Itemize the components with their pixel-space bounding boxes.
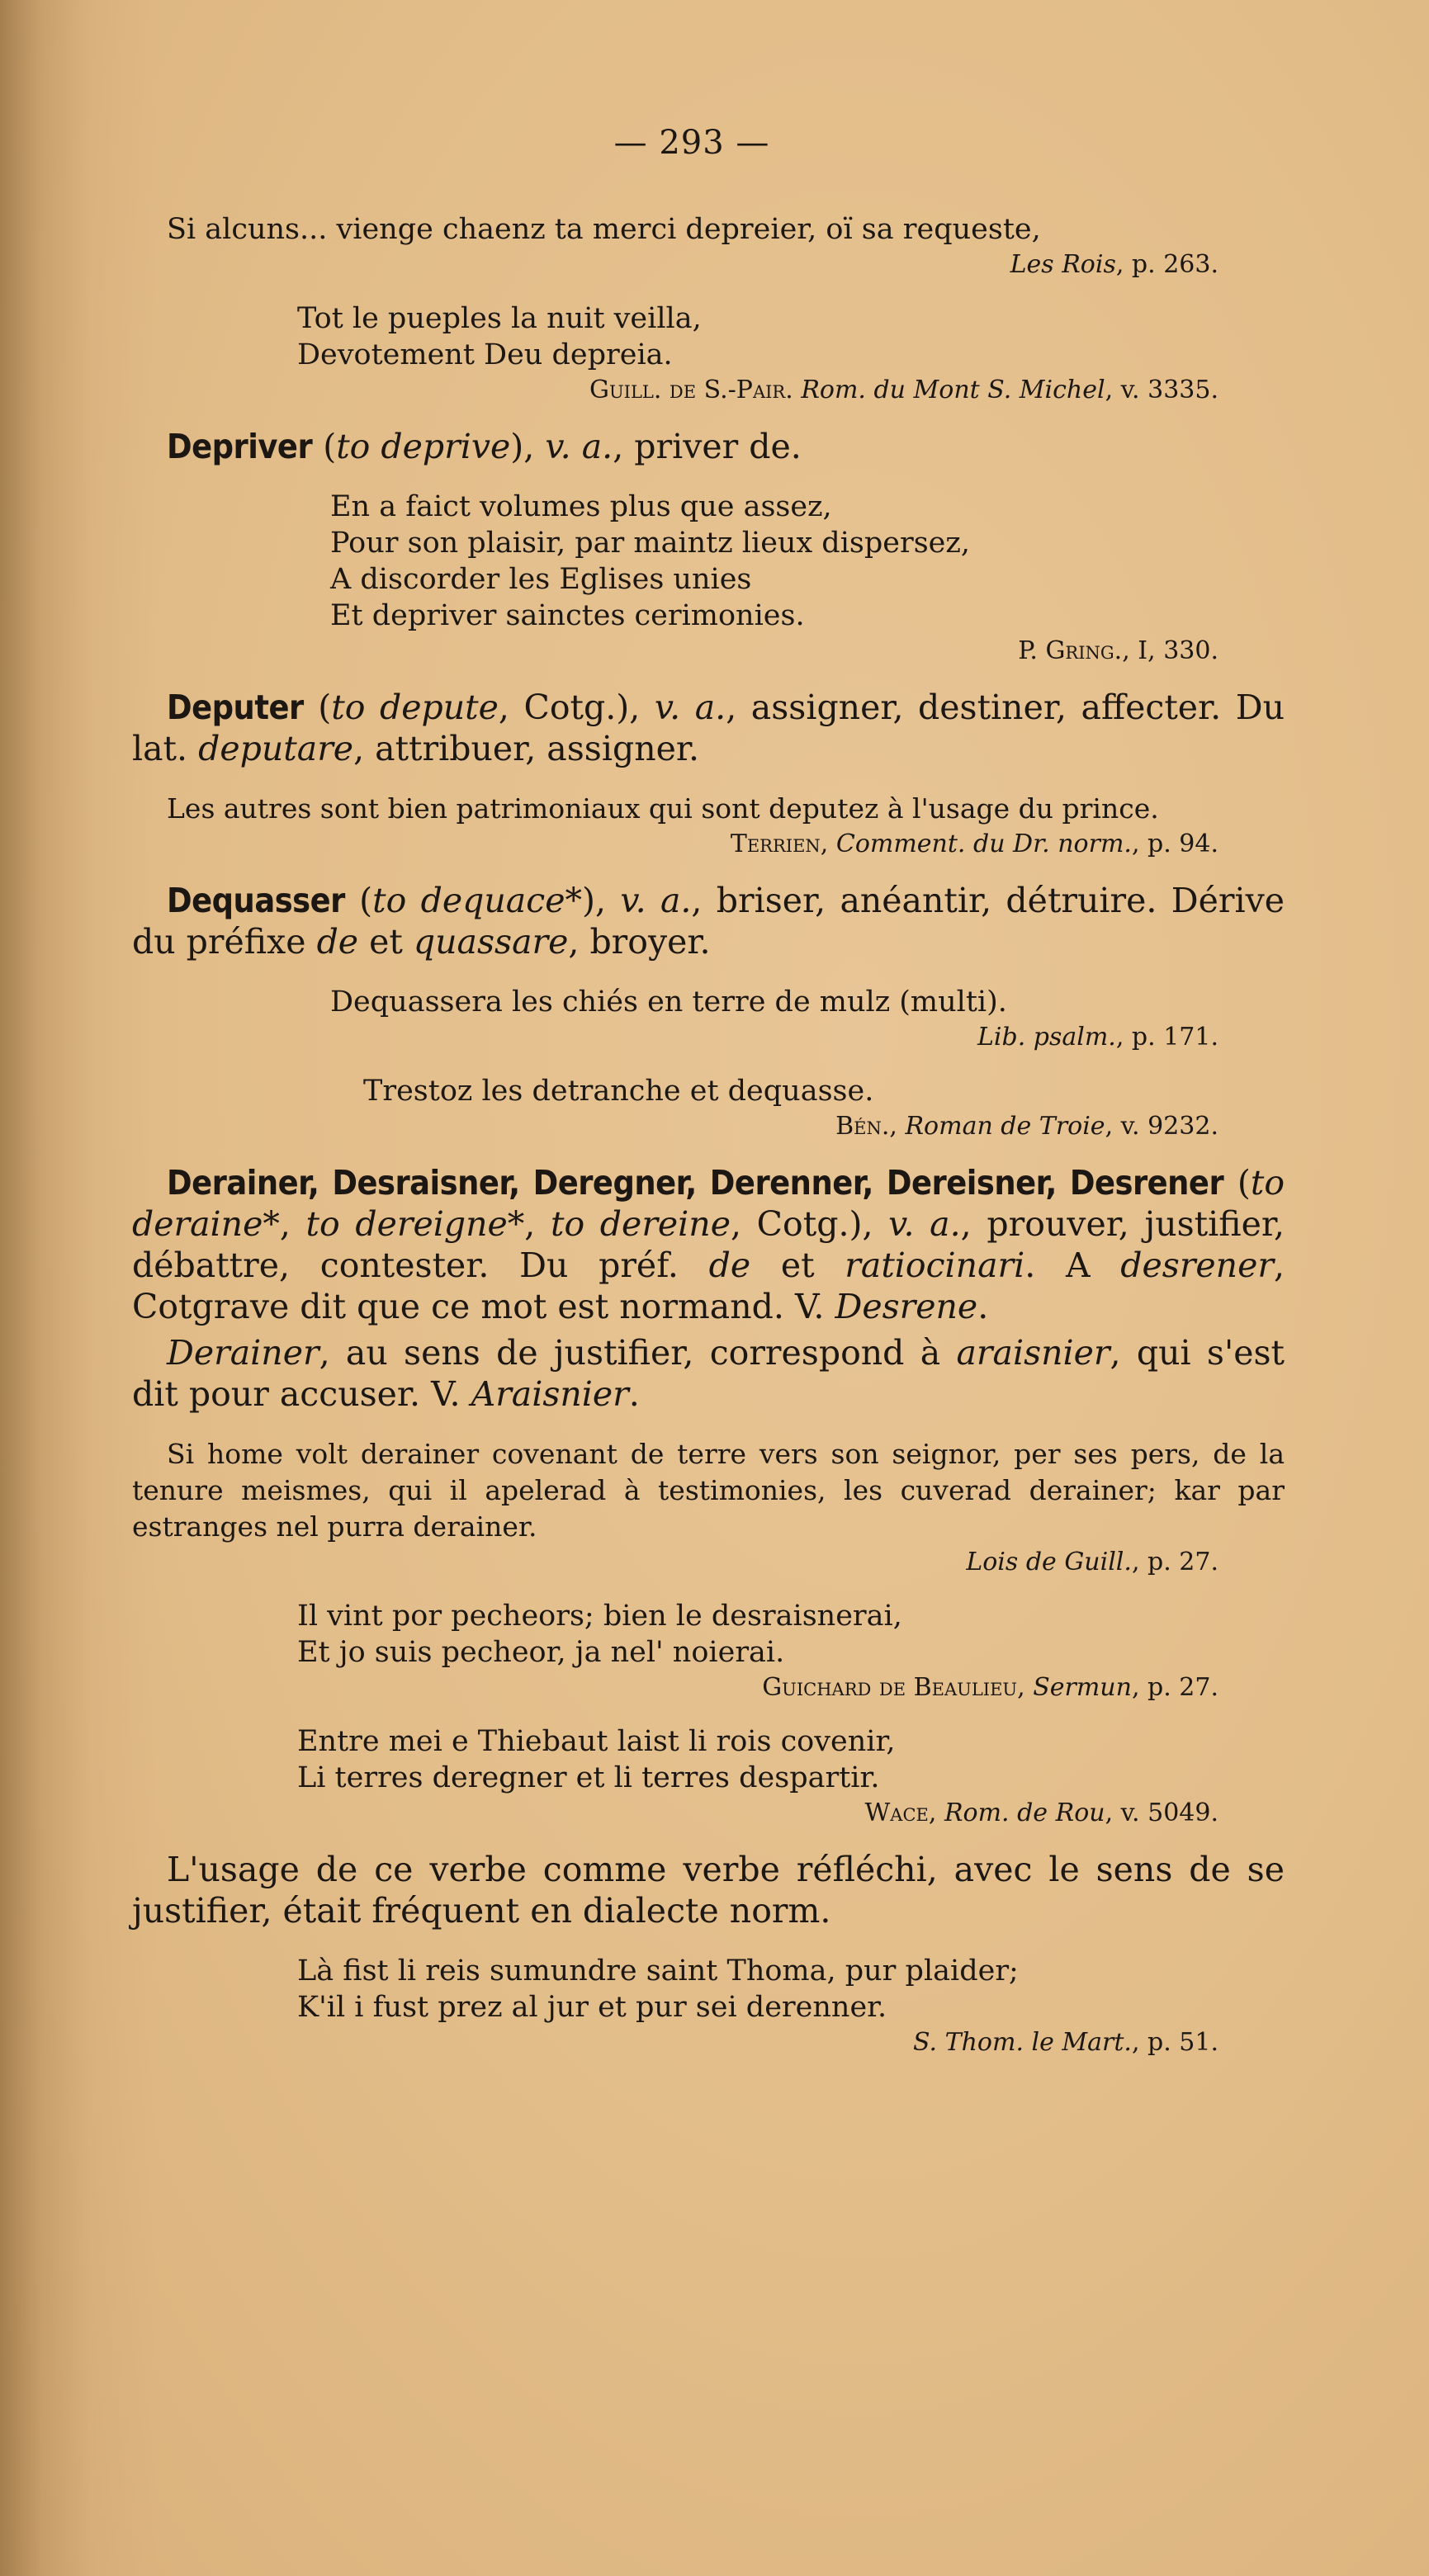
definition: , prouver, justifier, débattre, contester. Du préf. — [132, 1204, 1285, 1285]
part-of-speech: v. a. — [620, 881, 692, 920]
citation-author: Terrien — [730, 830, 821, 858]
punct: ( — [303, 688, 332, 727]
citation-author: P. Gring. — [1018, 636, 1123, 665]
citation-title: Les Rois — [1010, 250, 1116, 279]
headword: Deputer — [167, 688, 304, 727]
punct: , — [889, 1112, 906, 1141]
verse-line: Pour son plaisir, par maintz lieux dispersez, — [330, 527, 970, 560]
citation — [132, 634, 1285, 669]
english-gloss: to dequace* — [372, 881, 582, 920]
verse-line: Et jo suis pecheor, ja nel' noierai. — [297, 1636, 785, 1669]
verse-block — [132, 1598, 1285, 1705]
citation-title: S. Thom. le Mart. — [913, 2028, 1132, 2057]
citation-author: Guill. de S.-Pair. — [589, 376, 793, 404]
punct: , — [820, 830, 836, 858]
citation-location: , v. 9232. — [1105, 1112, 1218, 1141]
definition: et — [358, 922, 414, 962]
citation — [132, 1671, 1285, 1705]
definition: . A — [1024, 1245, 1121, 1285]
etymon: quassare — [413, 922, 569, 962]
english-gloss: to deprive — [336, 427, 511, 466]
gloss-source: , Cotg.), — [498, 688, 655, 727]
citation-location: , I, 330. — [1122, 636, 1218, 665]
citation — [132, 373, 1285, 408]
definition: , Cotgrave dit que ce mot est normand. V. — [132, 1245, 1285, 1326]
paragraph-text: , au sens de justifier, correspond à — [319, 1333, 957, 1373]
punct: ( — [312, 427, 337, 466]
part-of-speech: v. a. — [654, 688, 726, 727]
page-content — [132, 124, 1285, 2078]
headword: Dequasser — [167, 881, 345, 920]
verse-line: K'il i fust prez al jur et pur sei derenner. — [297, 1991, 887, 2024]
verse-block — [132, 1953, 1285, 2060]
punct: ), — [510, 427, 546, 466]
quote-block — [132, 1436, 1285, 1580]
headword: Depriver — [167, 427, 313, 466]
verse-line: Dequassera les chiés en terre de mulz (multi). — [330, 985, 1007, 1019]
verse-line: En a faict volumes plus que assez, — [330, 490, 832, 523]
citation — [132, 1109, 1285, 1144]
entry-paragraph — [132, 1332, 1285, 1415]
verse-line: Il vint por pecheors; bien le desraisnerai, — [297, 1600, 902, 1633]
citation-title: Comment. du Dr. norm. — [835, 830, 1132, 858]
citation-location: , p. 51. — [1131, 2028, 1218, 2057]
definition: , assigner, destiner, affecter. Du lat. — [132, 688, 1285, 768]
citation-title: Lib. psalm. — [977, 1023, 1116, 1052]
citation-author: Bén. — [835, 1112, 890, 1141]
citation — [132, 248, 1285, 282]
definition: , broyer. — [568, 922, 711, 962]
english-gloss: to dereigne* — [305, 1204, 525, 1244]
citation — [132, 1545, 1285, 1580]
related-word: araisnier — [956, 1333, 1110, 1373]
entry-paragraph: L'usage de ce verbe comme verbe réfléchi, avec le sens de se justifier, était fréquent en dialecte norm. — [132, 1850, 1285, 1931]
citation-location: , p. 171. — [1115, 1023, 1218, 1052]
punct: , — [524, 1204, 551, 1244]
punct: . — [628, 1374, 640, 1414]
entry-dequasser — [132, 880, 1285, 962]
verse-block — [132, 984, 1285, 1055]
entry-deputer — [132, 687, 1285, 769]
part-of-speech: v. a. — [545, 427, 613, 466]
headword-reference: Derainer — [167, 1333, 319, 1373]
punct: , — [279, 1204, 306, 1244]
etymon: deputare — [198, 729, 354, 768]
verse-line: Et depriver sainctes cerimonies. — [330, 599, 805, 632]
citation — [132, 827, 1285, 862]
definition: , attribuer, assigner. — [353, 729, 699, 768]
verse-block — [132, 300, 1285, 408]
citation-title: Rom. du Mont S. Michel — [801, 376, 1105, 404]
quote-text: Si home volt derainer covenant de terre vers son seignor, per ses pers, de la tenure meismes, qui il apelerad à testimonies, les cuverad derainer; kar par estranges nel purra derainer. — [132, 1438, 1285, 1543]
entry-depriver — [132, 426, 1285, 467]
definition: , briser, anéantir, détruire. Dérive du préfixe — [132, 881, 1285, 962]
part-of-speech: v. a. — [888, 1204, 961, 1244]
punct: ( — [344, 881, 373, 920]
quote-block — [132, 211, 1285, 282]
citation-location: , v. 3335. — [1105, 376, 1218, 404]
punct: . — [977, 1287, 989, 1326]
gloss-source: , Cotg.), — [730, 1204, 889, 1244]
paragraph-text: , qui s'est dit pour accuser. V. — [132, 1333, 1285, 1414]
definition: , priver de. — [613, 427, 802, 466]
citation-title: Rom. de Rou — [944, 1798, 1105, 1827]
verse-block — [132, 1723, 1285, 1831]
citation-location: , p. 263. — [1115, 250, 1218, 279]
verse-line: Trestoz les detranche et dequasse. — [363, 1075, 874, 1108]
citation-location: , p. 94. — [1131, 830, 1218, 858]
citation-title: Sermun — [1033, 1673, 1132, 1702]
verse-line: Tot le pueples la nuit veilla, — [297, 302, 702, 335]
variant-form: desrener — [1120, 1245, 1274, 1285]
headword: Derainer, Desraisner, Deregner, Derenner, Dereisner, Desrener — [167, 1163, 1224, 1203]
punct: , — [928, 1798, 944, 1827]
quote-text: Les autres sont bien patrimoniaux qui sont deputez à l'usage du prince. — [167, 792, 1159, 825]
cross-reference[interactable]: Desrene — [835, 1287, 978, 1326]
prefix: de — [316, 922, 359, 962]
citation — [132, 1020, 1285, 1055]
citation-author: Wace — [864, 1798, 929, 1827]
citation-title: Roman de Troie — [905, 1112, 1105, 1141]
etymon: ratiocinari — [845, 1245, 1025, 1285]
punct: ( — [1223, 1163, 1251, 1203]
verse-line: Li terres deregner et li terres despartir. — [297, 1761, 880, 1794]
punct: , — [1017, 1673, 1034, 1702]
english-gloss: to depute — [331, 688, 499, 727]
citation-location: , p. 27. — [1131, 1548, 1218, 1576]
citation — [132, 1796, 1285, 1831]
verse-block — [132, 489, 1285, 669]
quote-block — [132, 791, 1285, 862]
entry-derainer — [132, 1162, 1285, 1327]
punct: ), — [581, 881, 621, 920]
verse-line: Devotement Deu depreia. — [297, 338, 673, 371]
definition: et — [750, 1245, 845, 1285]
citation-location: , v. 5049. — [1105, 1798, 1218, 1827]
citation — [132, 2025, 1285, 2060]
citation-location: , p. 27. — [1131, 1673, 1218, 1702]
quote-text: Si alcuns... vienge chaenz ta merci depreier, oï sa requeste, — [167, 213, 1041, 246]
citation-author: Guichard de Beaulieu — [762, 1673, 1018, 1702]
citation-title: Lois de Guill. — [966, 1548, 1132, 1576]
english-gloss: to deraine* — [132, 1163, 1285, 1244]
verse-line: Entre mei e Thiebaut laist li rois covenir, — [297, 1725, 896, 1758]
prefix: de — [708, 1245, 751, 1285]
verse-block — [132, 1073, 1285, 1144]
verse-line: A discorder les Eglises unies — [330, 563, 752, 596]
english-gloss: to dereine — [550, 1204, 731, 1244]
cross-reference[interactable]: Araisnier — [471, 1374, 629, 1414]
page-number: — 293 — — [613, 124, 770, 162]
verse-line: Là fist li reis sumundre saint Thoma, pur plaider; — [297, 1954, 1019, 1988]
